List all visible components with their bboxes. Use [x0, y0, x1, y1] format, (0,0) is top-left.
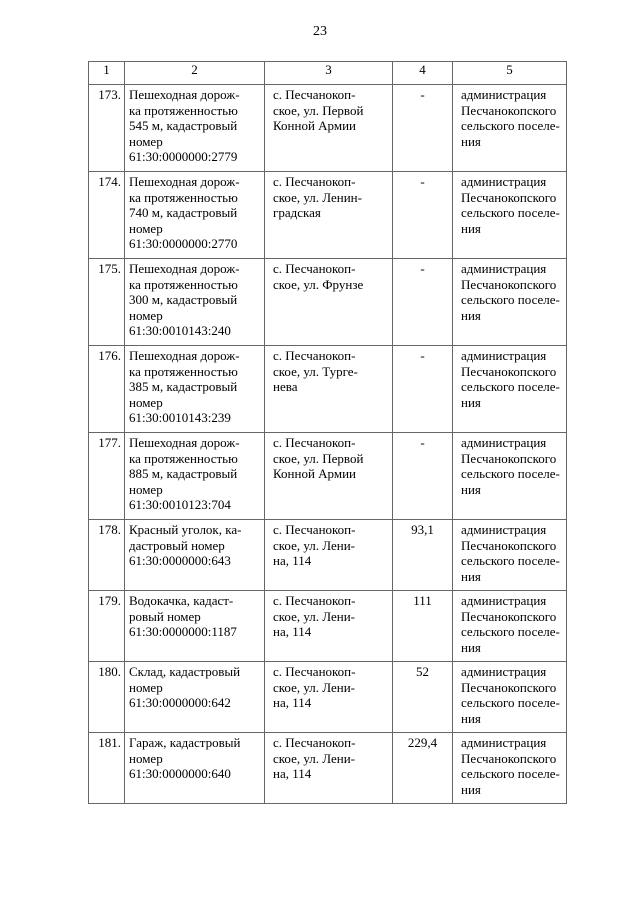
object-description-line: номер: [129, 394, 163, 410]
address-cell: [265, 433, 393, 520]
address-line: Конной Армии: [273, 118, 356, 133]
address-cell: [265, 85, 393, 172]
row-number-cell: 176.: [89, 346, 125, 433]
address-cell: [265, 259, 393, 346]
object-description-line: 385 м, кадастровый: [129, 379, 238, 394]
object-description-line: ка протяженностью: [129, 450, 238, 466]
owner-line: администрация: [461, 593, 547, 608]
address-line: с. Песчанокоп-: [273, 593, 356, 608]
table-row: [89, 733, 567, 804]
column-header-object: 2: [125, 62, 265, 85]
owner-line: сельского поселе-: [461, 624, 560, 639]
owner-line: ния: [461, 394, 481, 410]
object-description-line: номер: [129, 307, 163, 323]
owner-line: Песчанокопского: [461, 750, 557, 766]
table-row: [89, 591, 567, 662]
owner-cell: [453, 172, 567, 259]
object-description-line: 61:30:0010123:704: [129, 497, 231, 512]
owner-line: администрация: [461, 435, 547, 450]
address-line: на, 114: [273, 695, 312, 710]
object-description-line: ка протяженностью: [129, 276, 238, 292]
column-header-area: 4: [393, 62, 453, 85]
object-description-line: номер: [129, 481, 163, 497]
row-number-cell: 178.: [89, 520, 125, 591]
area-cell: -: [393, 346, 453, 433]
object-description-line: дастровый номер: [129, 537, 225, 553]
object-description-line: ка протяженностью: [129, 102, 238, 118]
object-description-cell: [125, 591, 265, 662]
address-line: с. Песчанокоп-: [273, 348, 356, 363]
owner-cell: [453, 85, 567, 172]
column-header-owner: 5: [453, 62, 567, 85]
address-line: ское, ул. Ленин-: [273, 189, 362, 205]
object-description-line: 885 м, кадастровый: [129, 466, 238, 481]
owner-line: ния: [461, 781, 481, 797]
address-line: Конной Армии: [273, 466, 356, 481]
object-description-line: Склад, кадастровый: [129, 664, 241, 679]
owner-line: администрация: [461, 664, 547, 679]
object-description-cell: [125, 662, 265, 733]
owner-line: администрация: [461, 87, 547, 102]
object-description-line: 61:30:0000000:1187: [129, 624, 237, 639]
owner-line: ния: [461, 220, 481, 236]
object-description-line: номер: [129, 133, 163, 149]
owner-line: сельского поселе-: [461, 292, 560, 307]
owner-cell: [453, 733, 567, 804]
object-description-line: Пешеходная дорож-: [129, 261, 240, 276]
address-line: на, 114: [273, 766, 312, 781]
object-description-line: ка протяженностью: [129, 363, 238, 379]
area-cell: 111: [393, 591, 453, 662]
table-row: [89, 433, 567, 520]
table-header-row: [89, 62, 567, 85]
address-line: ское, ул. Лени-: [273, 679, 356, 695]
owner-cell: [453, 591, 567, 662]
address-cell: [265, 346, 393, 433]
owner-line: Песчанокопского: [461, 450, 557, 466]
address-line: с. Песчанокоп-: [273, 261, 356, 276]
address-line: ское, ул. Лени-: [273, 750, 356, 766]
address-cell: [265, 591, 393, 662]
row-number-cell: 177.: [89, 433, 125, 520]
address-line: градская: [273, 205, 321, 220]
object-description-line: 61:30:0010143:240: [129, 323, 231, 338]
owner-line: администрация: [461, 261, 547, 276]
owner-line: Песчанокопского: [461, 276, 557, 292]
row-number-cell: 174.: [89, 172, 125, 259]
owner-line: ния: [461, 481, 481, 497]
object-description-line: 740 м, кадастровый: [129, 205, 238, 220]
object-description-line: 61:30:0010143:239: [129, 410, 231, 425]
address-line: ское, ул. Турге-: [273, 363, 358, 379]
owner-cell: [453, 346, 567, 433]
object-description-line: Пешеходная дорож-: [129, 174, 240, 189]
object-description-line: 61:30:0000000:642: [129, 695, 231, 710]
object-description-line: ровый номер: [129, 608, 201, 624]
owner-line: Песчанокопского: [461, 102, 557, 118]
owner-line: Песчанокопского: [461, 679, 557, 695]
address-line: ское, ул. Фрунзе: [273, 276, 364, 292]
object-description-cell: [125, 346, 265, 433]
object-description-cell: [125, 259, 265, 346]
owner-cell: [453, 520, 567, 591]
owner-line: Песчанокопского: [461, 608, 557, 624]
address-line: ское, ул. Первой: [273, 450, 364, 466]
owner-cell: [453, 259, 567, 346]
object-description-line: 61:30:0000000:643: [129, 553, 231, 568]
address-cell: [265, 172, 393, 259]
row-number-cell: 181.: [89, 733, 125, 804]
owner-line: ния: [461, 639, 481, 655]
address-line: с. Песчанокоп-: [273, 174, 356, 189]
object-description-line: 61:30:0000000:640: [129, 766, 231, 781]
table-row: [89, 662, 567, 733]
area-cell: -: [393, 259, 453, 346]
address-line: нева: [273, 379, 298, 394]
area-cell: -: [393, 172, 453, 259]
address-line: ское, ул. Первой: [273, 102, 364, 118]
area-cell: -: [393, 85, 453, 172]
address-line: ское, ул. Лени-: [273, 608, 356, 624]
owner-line: сельского поселе-: [461, 466, 560, 481]
object-description-line: Гараж, кадастровый: [129, 735, 241, 750]
object-description-cell: [125, 172, 265, 259]
owner-line: администрация: [461, 735, 547, 750]
owner-line: ния: [461, 710, 481, 726]
address-line: с. Песчанокоп-: [273, 735, 356, 750]
address-line: на, 114: [273, 624, 312, 639]
table-row: [89, 520, 567, 591]
object-description-line: 545 м, кадастровый: [129, 118, 238, 133]
object-description-cell: [125, 85, 265, 172]
owner-line: Песчанокопского: [461, 537, 557, 553]
owner-line: ния: [461, 133, 481, 149]
area-cell: 229,4: [393, 733, 453, 804]
owner-line: администрация: [461, 522, 547, 537]
table-row: [89, 172, 567, 259]
address-cell: [265, 733, 393, 804]
object-description-line: номер: [129, 220, 163, 236]
object-description-line: Пешеходная дорож-: [129, 348, 240, 363]
owner-line: сельского поселе-: [461, 118, 560, 133]
column-header-address: 3: [265, 62, 393, 85]
object-description-line: ка протяженностью: [129, 189, 238, 205]
owner-line: сельского поселе-: [461, 553, 560, 568]
address-line: с. Песчанокоп-: [273, 522, 356, 537]
owner-line: сельского поселе-: [461, 695, 560, 710]
row-number-cell: 173.: [89, 85, 125, 172]
property-register-table: [88, 61, 567, 804]
owner-line: ния: [461, 568, 481, 584]
address-cell: [265, 662, 393, 733]
row-number-cell: 175.: [89, 259, 125, 346]
area-cell: 52: [393, 662, 453, 733]
object-description-cell: [125, 520, 265, 591]
object-description-cell: [125, 433, 265, 520]
object-description-line: Красный уголок, ка-: [129, 522, 242, 537]
object-description-line: 61:30:0000000:2779: [129, 149, 238, 164]
owner-line: администрация: [461, 174, 547, 189]
row-number-cell: 180.: [89, 662, 125, 733]
object-description-line: Водокачка, кадаст-: [129, 593, 234, 608]
address-line: ское, ул. Лени-: [273, 537, 356, 553]
table-row: [89, 85, 567, 172]
owner-line: сельского поселе-: [461, 205, 560, 220]
address-cell: [265, 520, 393, 591]
area-cell: -: [393, 433, 453, 520]
area-cell: 93,1: [393, 520, 453, 591]
owner-cell: [453, 433, 567, 520]
row-number-cell: 179.: [89, 591, 125, 662]
object-description-line: 300 м, кадастровый: [129, 292, 238, 307]
object-description-line: номер: [129, 679, 163, 695]
address-line: на, 114: [273, 553, 312, 568]
table-row: [89, 346, 567, 433]
owner-cell: [453, 662, 567, 733]
owner-line: администрация: [461, 348, 547, 363]
address-line: с. Песчанокоп-: [273, 435, 356, 450]
object-description-line: Пешеходная дорож-: [129, 435, 240, 450]
column-header-number: 1: [89, 62, 125, 85]
object-description-line: номер: [129, 750, 163, 766]
object-description-line: Пешеходная дорож-: [129, 87, 240, 102]
owner-line: Песчанокопского: [461, 363, 557, 379]
owner-line: Песчанокопского: [461, 189, 557, 205]
page-number: 23: [313, 24, 327, 39]
object-description-cell: [125, 733, 265, 804]
table-row: [89, 259, 567, 346]
owner-line: ния: [461, 307, 481, 323]
object-description-line: 61:30:0000000:2770: [129, 236, 238, 251]
owner-line: сельского поселе-: [461, 766, 560, 781]
owner-line: сельского поселе-: [461, 379, 560, 394]
address-line: с. Песчанокоп-: [273, 664, 356, 679]
address-line: с. Песчанокоп-: [273, 87, 356, 102]
